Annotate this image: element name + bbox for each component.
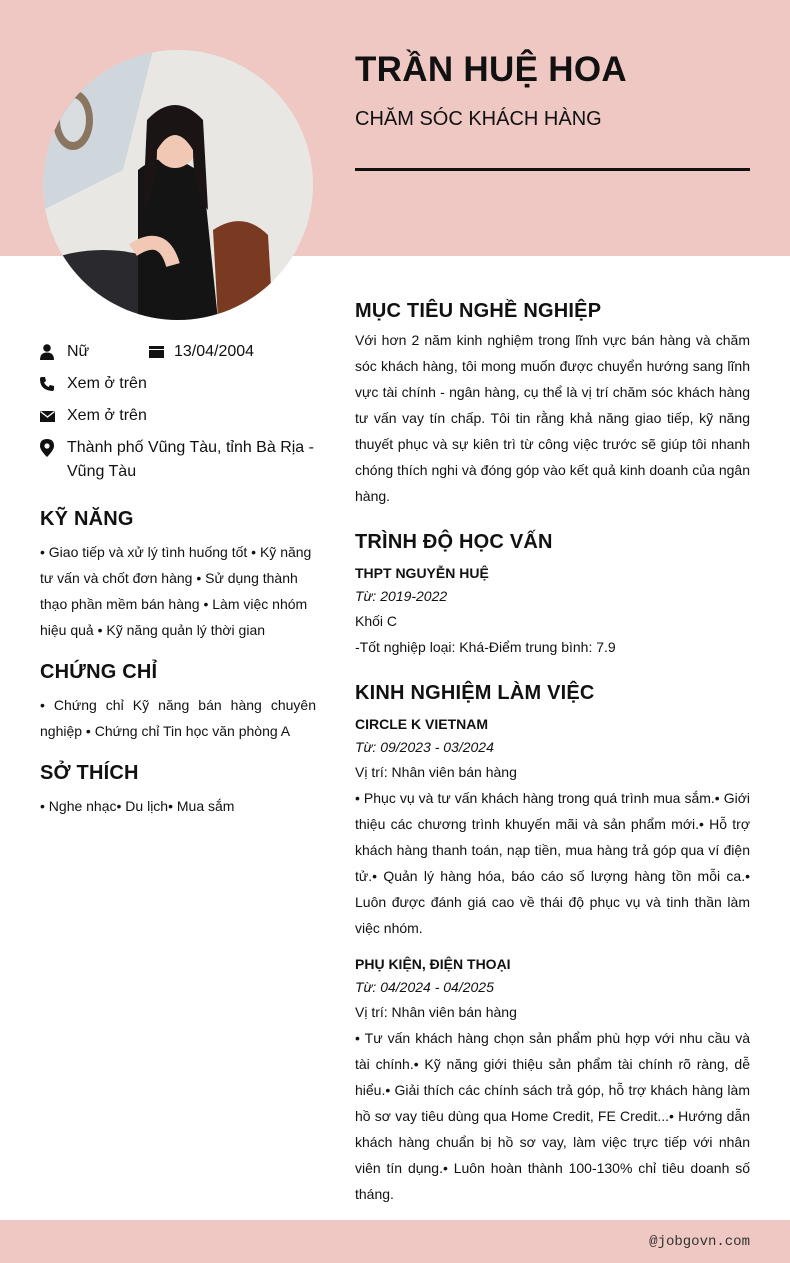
address-value: Thành phố Vũng Tàu, tỉnh Bà Rịa - Vũng Tàu xyxy=(67,439,314,480)
job-entry xyxy=(355,953,750,1207)
job-period: Từ: 09/2023 - 03/2024 xyxy=(355,739,494,755)
job-description: • Phục vụ và tư vấn khách hàng trong quá trình mua sắm.• Giới thiệu các chương trình khuyến mãi và sản phẩm mới.• Hỗ trợ khách hàng thanh toán, nạp tiền, mua hàng trả góp qua ví điện tử.• Quản lý hàng hóa, báo cáo số lượng hàng tồn mỗi ca.• Luôn được đánh giá cao về thái độ phục vụ và tinh thần làm việc nhóm. xyxy=(355,790,750,936)
hobbies-title: SỞ THÍCH xyxy=(40,762,139,784)
gender-birthday-row xyxy=(40,340,316,364)
certificates-text: • Chứng chỉ Kỹ năng bán hàng chuyên nghiệp • Chứng chỉ Tin học văn phòng A xyxy=(40,697,316,739)
phone-value: Xem ở trên xyxy=(67,375,147,392)
objective-text: Với hơn 2 năm kinh nghiệm trong lĩnh vực bán hàng và chăm sóc khách hàng, tôi mong muốn được chuyển hướng sang lĩnh vực tài chính - ngân hàng, cụ thể là vị trí chăm sóc khách hàng tư vấn vay tín chấp. Tôi tin rằng khả năng giao tiếp, kỹ năng thuyết phục và sự kiên trì từ công việc trước sẽ giúp tôi nhanh chóng thích nghi và đóng góp vào kết quả kinh doanh của ngân hàng. xyxy=(355,332,750,504)
email-row xyxy=(40,404,316,428)
footer-watermark: @jobgovn.com xyxy=(649,1234,750,1250)
skills-title: KỸ NĂNG xyxy=(40,508,134,530)
hobbies-text: • Nghe nhạc• Du lịch• Mua sắm xyxy=(40,798,235,814)
education-school: THPT NGUYỄN HUỆ xyxy=(355,565,489,581)
skills-text: • Giao tiếp và xử lý tình huống tốt • Kỹ năng tư vấn và chốt đơn hàng • Sử dụng thành thạo phần mềm bán hàng • Làm việc nhóm hiệu quả • Kỹ năng quản lý thời gian xyxy=(40,544,312,638)
job-description: • Tư vấn khách hàng chọn sản phẩm phù hợp với nhu cầu và tài chính.• Kỹ năng giới thiệu sản phẩm tài chính rõ ràng, dễ hiểu.• Giải thích các chính sách trả góp, hỗ trợ khách hàng làm hồ sơ vay tiêu dùng qua Home Credit, FE Credit...• Hướng dẫn khách hàng chuẩn bị hồ sơ vay, làm việc trực tiếp với nhân viên tín dụng.• Luôn hoàn thành 100-130% chỉ tiêu doanh số tháng. xyxy=(355,1030,750,1202)
job-period: Từ: 04/2024 - 04/2025 xyxy=(355,979,494,995)
candidate-title: CHĂM SÓC KHÁCH HÀNG xyxy=(355,108,602,130)
person-icon xyxy=(40,340,67,364)
email-value: Xem ở trên xyxy=(67,407,147,424)
job-entry xyxy=(355,713,750,941)
education-title: TRÌNH ĐỘ HỌC VẤN xyxy=(355,531,553,553)
gender-value: Nữ xyxy=(67,343,90,360)
education-period: Từ: 2019-2022 xyxy=(355,588,448,604)
right-column xyxy=(355,300,750,1207)
job-position: Vị trí: Nhân viên bán hàng xyxy=(355,1004,517,1020)
candidate-name: TRẦN HUỆ HOA xyxy=(355,50,627,89)
calendar-icon xyxy=(149,340,174,364)
title-divider xyxy=(355,168,750,171)
certificates-title: CHỨNG CHỈ xyxy=(40,661,158,683)
education-line2: -Tốt nghiệp loại: Khá-Điểm trung bình: 7.9 xyxy=(355,639,616,655)
profile-photo xyxy=(43,50,313,320)
address-row xyxy=(40,436,316,484)
location-pin-icon xyxy=(40,436,67,460)
job-company: CIRCLE K VIETNAM xyxy=(355,716,488,732)
experience-title: KINH NGHIỆM LÀM VIỆC xyxy=(355,682,595,704)
objective-title: MỤC TIÊU NGHỀ NGHIỆP xyxy=(355,300,602,322)
birthday-value: 13/04/2004 xyxy=(174,343,255,360)
phone-icon xyxy=(40,372,67,396)
left-column xyxy=(40,340,316,819)
education-line1: Khối C xyxy=(355,613,398,629)
phone-row xyxy=(40,372,316,396)
job-company: PHỤ KIỆN, ĐIỆN THOẠI xyxy=(355,956,511,972)
mail-icon xyxy=(40,404,67,428)
job-position: Vị trí: Nhân viên bán hàng xyxy=(355,764,517,780)
